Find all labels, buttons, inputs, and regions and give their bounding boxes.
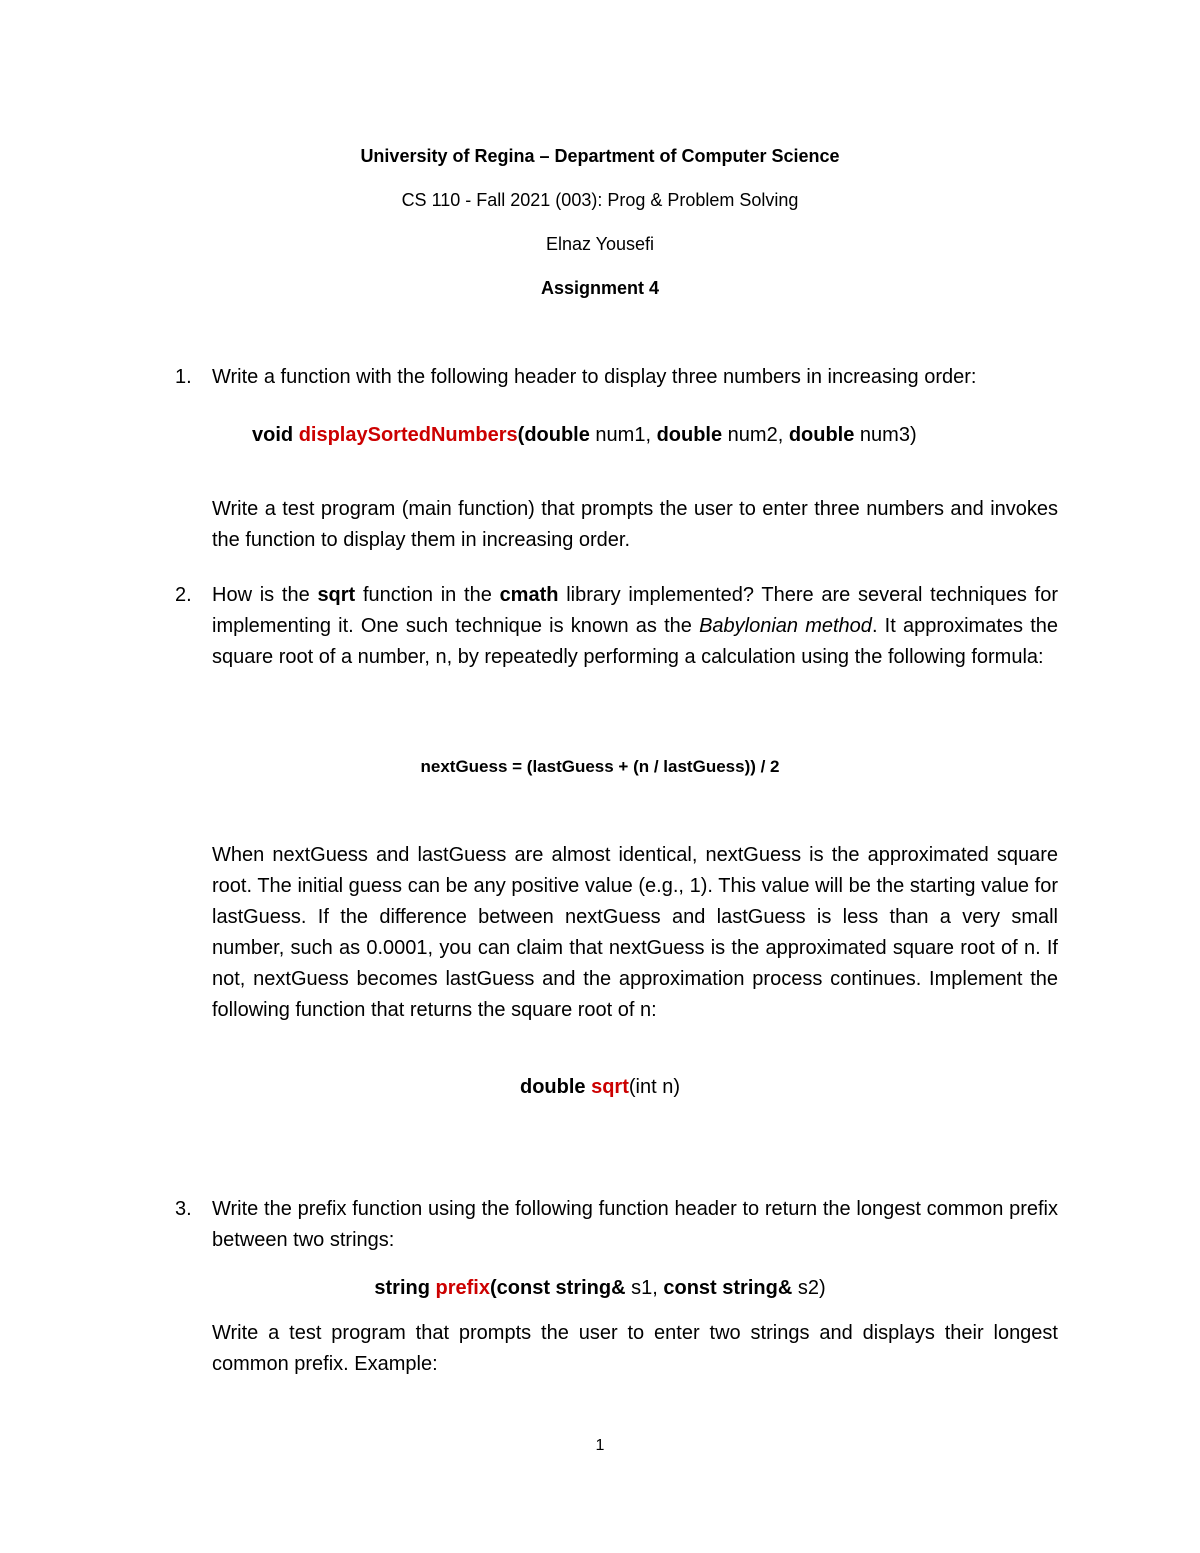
q1-text: Write a function with the following header to display three numbers in increasing order:: [212, 366, 977, 388]
q1-code-void: void: [252, 424, 294, 446]
q1-number: 1.: [175, 366, 192, 388]
university-heading: University of Regina – Department of Computer Science: [360, 146, 840, 166]
q3-code-string: string: [374, 1277, 430, 1299]
q2-function-header: [0, 1074, 1200, 1100]
q1-followup: Write a test program (main function) that prompts the user to enter three numbers and invokes the function to display them in increasing order.: [212, 498, 1058, 551]
q1-function-header: [252, 422, 917, 448]
q2-formula: nextGuess = (lastGuess + (n / lastGuess)) / 2: [420, 757, 780, 776]
q3-followup: Write a test program that prompts the user to enter two strings and displays their longest common prefix. Example:: [212, 1322, 1058, 1375]
q1-code-double1: double: [524, 424, 590, 446]
q2-code-rest: (int n): [628, 1076, 681, 1098]
q1-code-param2: num2,: [722, 424, 789, 446]
q3-number: 3.: [175, 1198, 192, 1220]
q3-text: Write the prefix function using the following function header to return the longest common prefix between two strings:: [212, 1198, 1058, 1251]
q2-intro-d: . It approximates the square root of a number, n, by repeatedly performing a calculation using the following formula:: [212, 615, 1059, 668]
q2-intro-sqrt: sqrt: [317, 584, 356, 606]
q1-code-double2: double: [656, 424, 723, 446]
q2-code-fname: sqrt: [591, 1076, 629, 1098]
course-line: CS 110 - Fall 2021 (003): Prog & Problem Solving: [401, 190, 799, 210]
q3-code-const1: const string&: [496, 1277, 626, 1299]
q3-code-param2: s2): [792, 1277, 826, 1299]
q2-number: 2.: [175, 584, 192, 606]
q2-body: When nextGuess and lastGuess are almost identical, nextGuess is the approximated square root. The initial guess can be any positive value (e.g., 1). This value will be the starting value for lastGuess. If the difference between nextGuess and lastGuess is less than a very small number, such as 0.0001, you can claim that nextGuess is the approximated square root of n. If not, nextGuess becomes lastGuess and the approximation process continues. Implement the following function that returns the square root of n:: [212, 844, 1058, 1021]
q2-intro-cmath: cmath: [499, 584, 559, 606]
q2-intro-c: library implemented? There are several techniques for implementing it. One such technique is known as the: [212, 584, 1058, 637]
q2-intro-method: Babylonian method: [699, 615, 872, 637]
q1-code-param1: num1,: [589, 424, 657, 446]
q3-function-header: [0, 1275, 1200, 1301]
q1-code-double3: double: [788, 424, 855, 446]
q2-code-double: double: [519, 1076, 586, 1098]
assignment-title: Assignment 4: [540, 278, 660, 298]
q3-code-open: (: [489, 1277, 497, 1299]
q2-intro: [212, 580, 1058, 673]
q1-code-open: (: [517, 424, 525, 446]
page-number: 1: [595, 1437, 605, 1454]
q3-code-const2: const string&: [663, 1277, 793, 1299]
instructor-name: Elnaz Yousefi: [545, 234, 655, 254]
q2-intro-a: How is the: [212, 584, 318, 606]
q3-code-fname: prefix: [435, 1277, 490, 1299]
q3-code-param1: s1,: [625, 1277, 664, 1299]
q1-code-fname: displaySortedNumbers: [298, 424, 518, 446]
q2-intro-b: function in the: [355, 584, 500, 606]
q1-code-param3: num3): [854, 424, 917, 446]
